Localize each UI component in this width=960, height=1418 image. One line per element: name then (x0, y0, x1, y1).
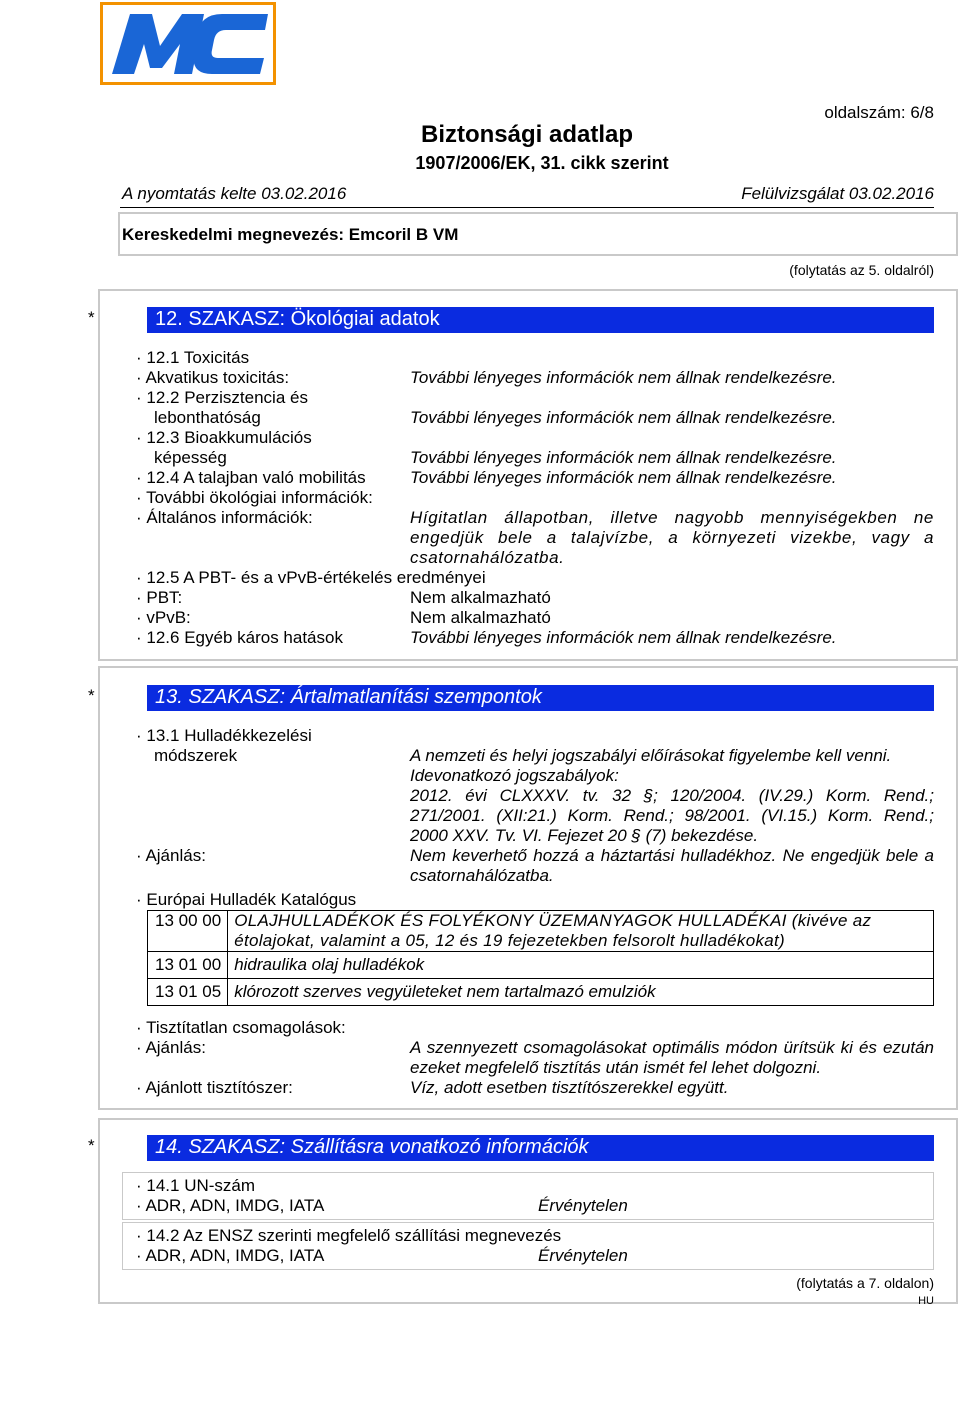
vpvb-value: Nem alkalmazható (410, 608, 551, 627)
legislation-value: 2012. évi CLXXXV. tv. 32 §; 120/2004. (IV.29.) Korm. Rend.; 271/2001. (XII:21.) Korm. Rend.; 98/2001. (VI.15.) Korm. Rend.; 2000 XXV. Tv. VI. Fejezet 20 § (7) bekezdése. (410, 786, 934, 845)
persistence-value: További lényeges információk nem állnak rendelkezésre. (410, 408, 837, 427)
un-number-value: Érvénytelen (538, 1196, 628, 1215)
toxicity-heading: · 12.1 Toxicitás (136, 348, 250, 367)
catalogue-label: · Európai Hulladék Katalógus (136, 890, 357, 909)
continued-from: (folytatás az 5. oldalról) (789, 262, 934, 278)
packaging-recommendation-label: · Ajánlás: (136, 1038, 206, 1057)
shipping-name-value: Érvénytelen (538, 1246, 628, 1265)
persistence-label-2: lebonthatóság (154, 408, 261, 427)
pbt-value: Nem alkalmazható (410, 588, 551, 607)
pbt-label: · PBT: (136, 588, 183, 607)
packaging-label: · Tisztítatlan csomagolások: (136, 1018, 346, 1037)
section-12-title: 12. SZAKASZ: Ökológiai adatok (155, 308, 440, 330)
mobility-value: További lényeges információk nem állnak rendelkezésre. (410, 468, 837, 487)
waste-catalogue-table (147, 910, 934, 1006)
transport-modes-label: · ADR, ADN, IMDG, IATA (136, 1246, 325, 1265)
other-effects-value: További lényeges információk nem állnak rendelkezésre. (410, 628, 837, 647)
revision-date: Felülvizsgálat 03.02.2016 (741, 184, 934, 203)
section-14-title: 14. SZAKASZ: Szállításra vonatkozó információk (155, 1136, 589, 1158)
continued-to: (folytatás a 7. oldalon) (796, 1275, 934, 1291)
persistence-label: · 12.2 Perzisztencia és (136, 388, 308, 407)
header-divider (120, 207, 934, 208)
bioaccumulation-label: · 12.3 Bioakkumulációs (136, 428, 312, 447)
change-marker: * (88, 1136, 95, 1155)
other-effects-label: · 12.6 Egyéb káros hatások (136, 628, 343, 647)
further-eco-info-label: · További ökológiai információk: (136, 488, 373, 507)
print-date: A nyomtatás kelte 03.02.2016 (122, 184, 347, 203)
vpvb-label: · vPvB: (136, 608, 191, 627)
table-row (148, 952, 934, 979)
section-13-title: 13. SZAKASZ: Ártalmatlanítási szempontok (155, 686, 542, 708)
acute-toxicity-label: · Akvatikus toxicitás: (136, 368, 290, 387)
shipping-name-label: · 14.2 Az ENSZ szerinti megfelelő szállítási megnevezés (136, 1226, 562, 1245)
waste-code: 13 00 00 (148, 911, 228, 952)
waste-description: hidraulika olaj hulladékok (228, 952, 934, 979)
bioaccumulation-label-2: képesség (154, 448, 227, 467)
transport-modes-label: · ADR, ADN, IMDG, IATA (136, 1196, 325, 1215)
table-row (148, 911, 934, 952)
change-marker: * (88, 686, 95, 705)
language-code: HU (918, 1295, 934, 1307)
section-12-header (147, 307, 934, 333)
general-info-label: · Általános információk: (136, 508, 313, 527)
pbt-heading: · 12.5 A PBT- és a vPvB-értékelés eredményei (136, 568, 486, 587)
change-marker: * (88, 308, 95, 327)
cleaner-value: Víz, adott esetben tisztítószerekkel együtt. (410, 1078, 729, 1097)
trade-name: Kereskedelmi megnevezés: Emcoril B VM (122, 225, 459, 244)
general-info-value: Hígitatlan állapotban, illetve nagyobb mennyiségekben ne engedjük bele a talajvízbe, a környezeti vizekbe, vagy a csatornahálózatba. (410, 508, 934, 567)
date-line (122, 184, 934, 204)
legislation-label: Idevonatkozó jogszabályok: (410, 766, 619, 785)
waste-code: 13 01 00 (148, 952, 228, 979)
waste-method-label: · 13.1 Hulladékkezelési (136, 726, 312, 745)
table-row (148, 979, 934, 1006)
bioaccumulation-value: További lényeges információk nem állnak rendelkezésre. (410, 448, 837, 467)
page-number: oldalszám: 6/8 (824, 103, 934, 122)
recommendation-value: Nem keverhető hozzá a háztartási hulladékhoz. Ne engedjük bele a csatornahálózatba. (410, 846, 934, 885)
waste-method-label-2: módszerek (154, 746, 238, 765)
waste-code: 13 01 05 (148, 979, 228, 1006)
cleaner-label: · Ajánlott tisztítószer: (136, 1078, 293, 1097)
mobility-label: · 12.4 A talajban való mobilitás (136, 468, 366, 487)
recommendation-label: · Ajánlás: (136, 846, 206, 865)
document-title: Biztonsági adatlap (420, 121, 634, 148)
un-number-label: · 14.1 UN-szám (136, 1176, 256, 1195)
document-subtitle: 1907/2006/EK, 31. cikk szerint (415, 153, 669, 173)
company-logo (100, 2, 276, 85)
section-14-header (147, 1135, 934, 1161)
packaging-recommendation-value: A szennyezett csomagolásokat optimális módon ürítsük ki és ezután ezeket megfelelő tisztítás után ismét fel lehet dolgozni. (410, 1038, 934, 1077)
waste-description: OLAJHULLADÉKOK ÉS FOLYÉKONY ÜZEMANYAGOK HULLADÉKAI (kivéve az étolajokat, valamint a 05, 12 és 19 fejezetekben felsorolt hulladékokat) (228, 911, 934, 952)
waste-method-value: A nemzeti és helyi jogszabályi előírásokat figyelembe kell venni. (410, 746, 892, 765)
waste-description: klórozott szerves vegyületeket nem tartalmazó emulziók (228, 979, 934, 1006)
section-13-header (147, 685, 934, 711)
acute-toxicity-value: További lényeges információk nem állnak rendelkezésre. (410, 368, 837, 387)
